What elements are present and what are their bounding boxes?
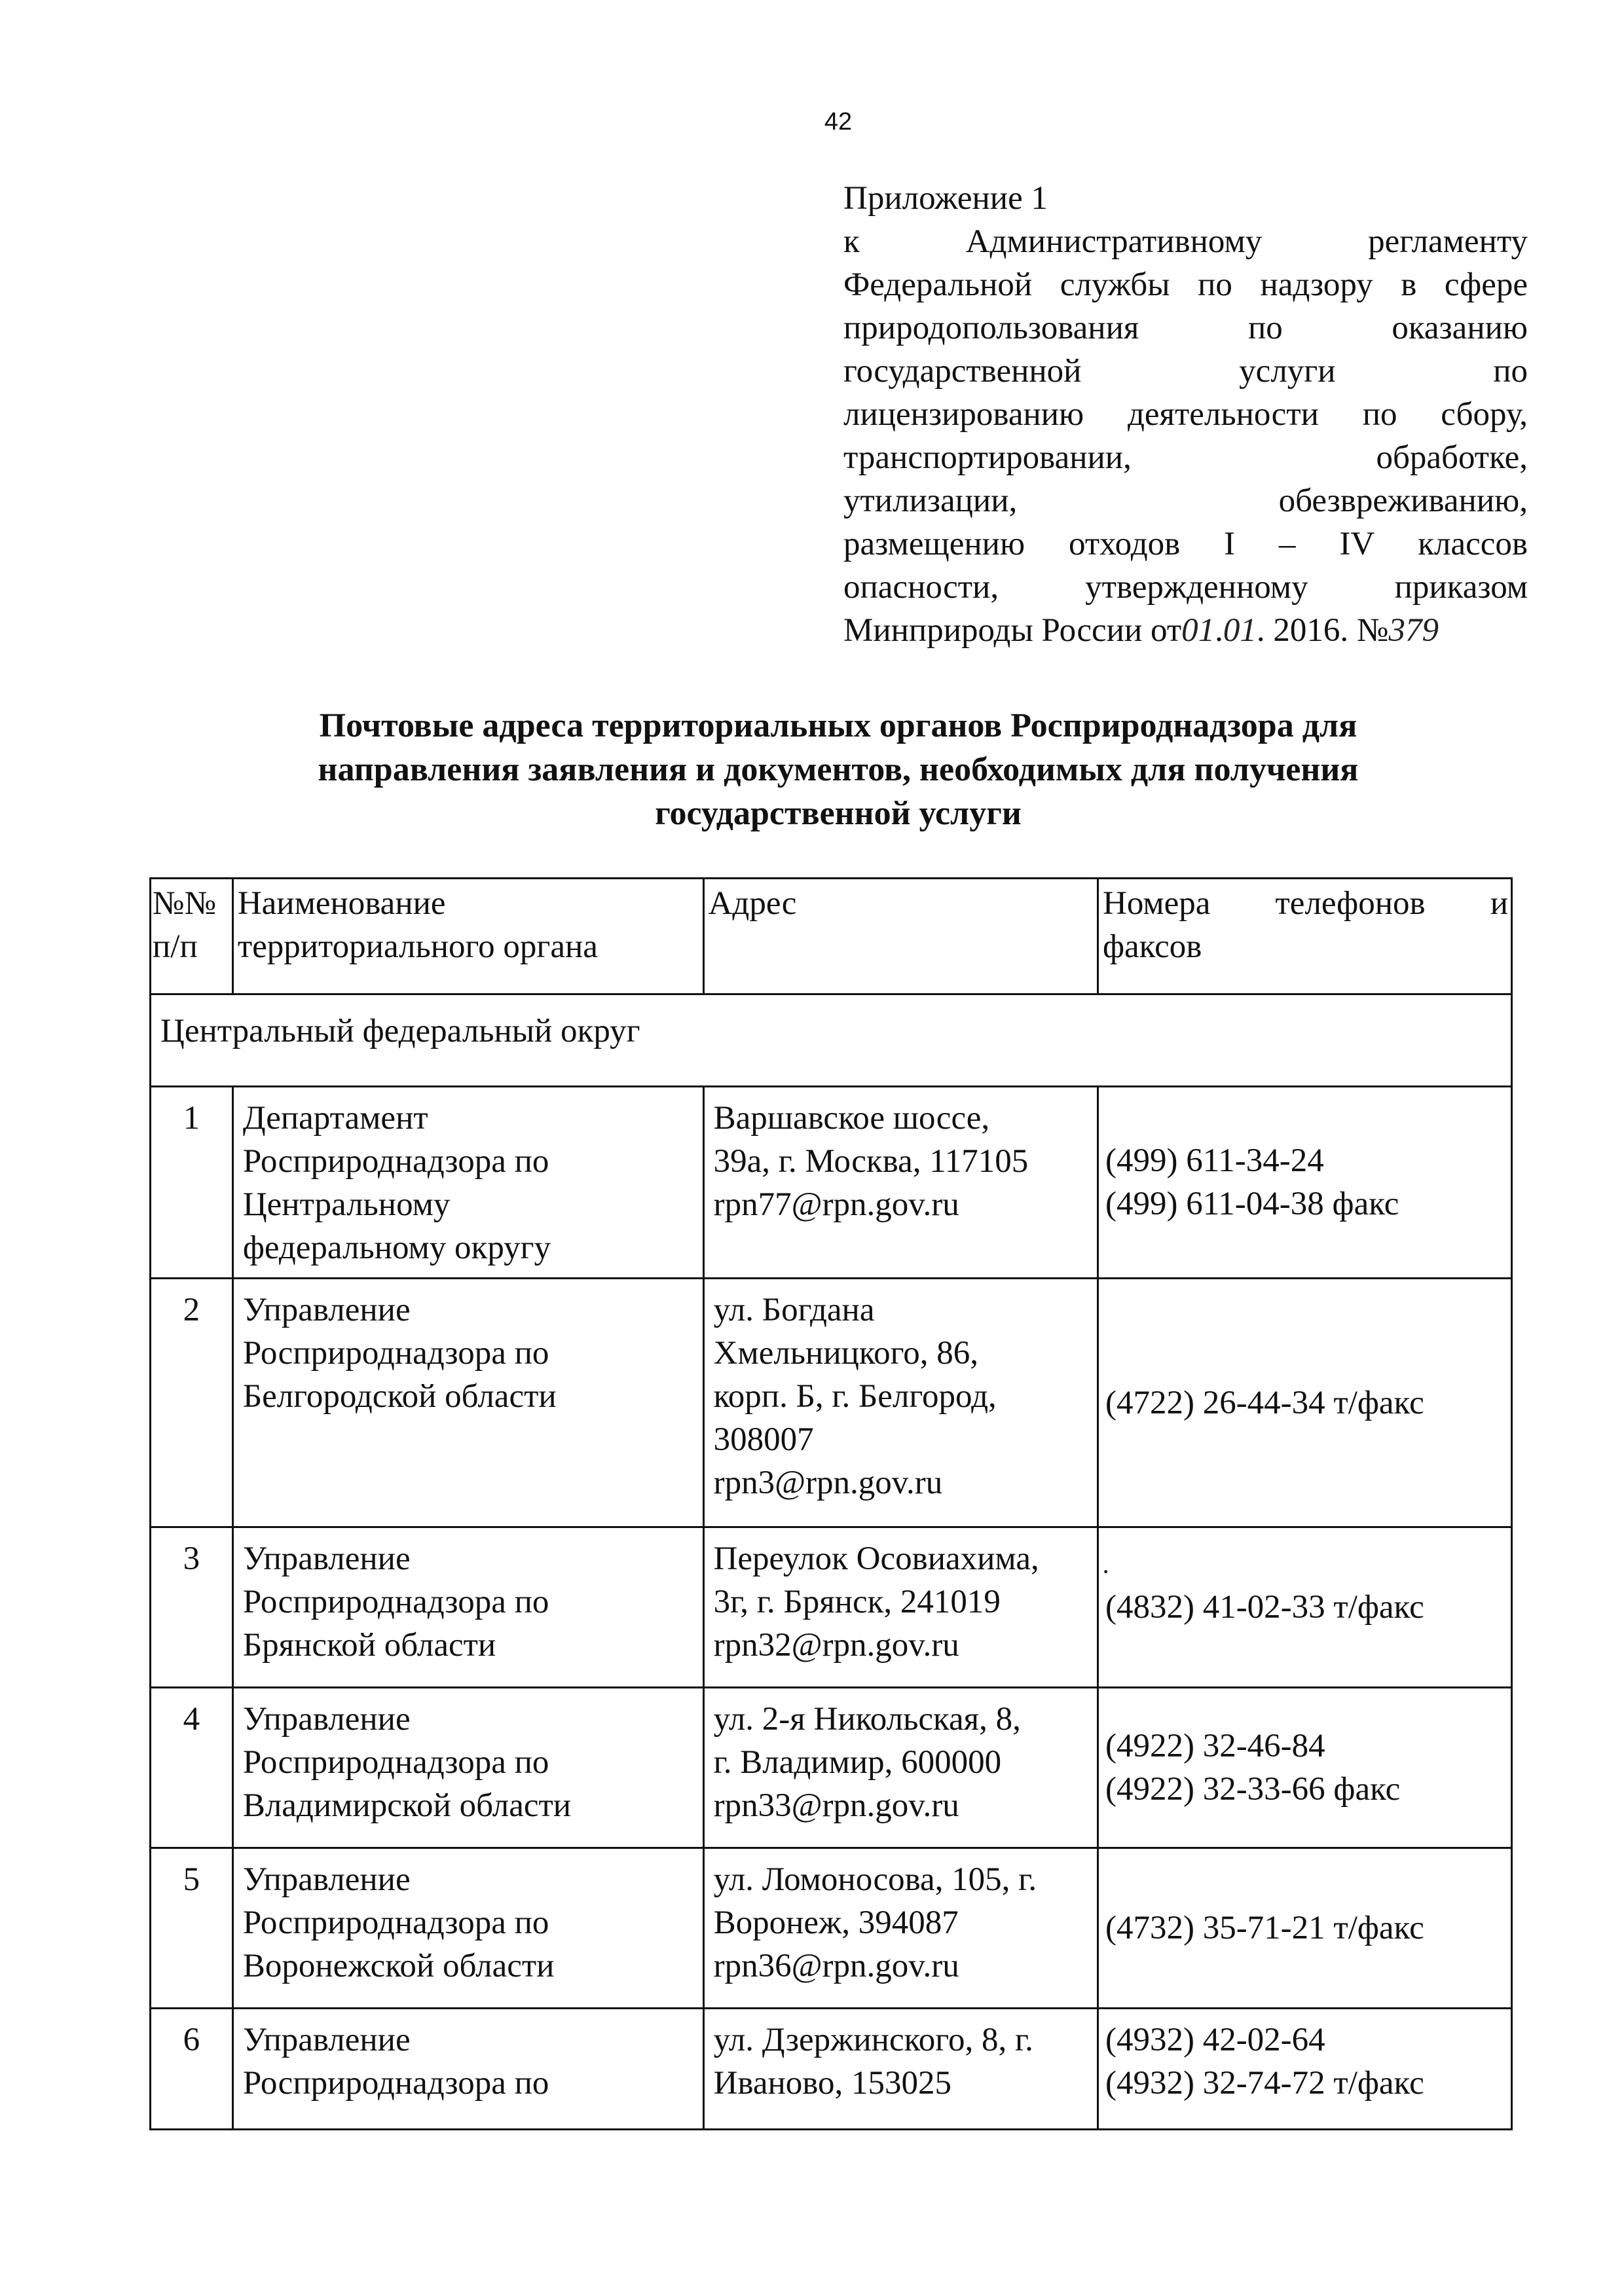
table-row: [151, 1688, 1512, 1848]
handwritten-order-number: 379: [1388, 612, 1439, 649]
handwritten-day: 01: [1181, 612, 1215, 649]
header-number: №№ п/п: [151, 879, 233, 994]
row-phones: (4722) 26-44-34 т/факс: [1098, 1279, 1511, 1527]
row-number: 6: [151, 2009, 233, 2130]
document-title-line: Почтовые адреса территориальных органов Росприроднадзора для: [319, 707, 1357, 744]
document-title-line: направления заявления и документов, необходимых для получения: [318, 751, 1359, 788]
appendix-order-line: Минприроды России от01.01. 2016. №379: [843, 612, 1439, 649]
row-phones: (4922) 32-46-84 (4922) 32-33-66 факс: [1098, 1688, 1511, 1848]
table-row: [151, 1279, 1512, 1527]
row-number: 5: [151, 1848, 233, 2009]
appendix-line: опасности, утвержденному приказом: [843, 569, 1528, 606]
table-row: [151, 1527, 1512, 1688]
table-row: [151, 1848, 1512, 2009]
appendix-line: к Административному регламенту: [843, 223, 1528, 260]
addresses-table: [149, 877, 1513, 2130]
row-address: ул. Богдана Хмельницкого, 86, корп. Б, г. Белгород, 308007 rpn3@rpn.gov.ru: [703, 1279, 1098, 1527]
row-address: ул. 2-я Никольская, 8, г. Владимир, 600000 rpn33@rpn.gov.ru: [703, 1688, 1098, 1848]
page-number: 42: [824, 108, 853, 136]
row-organ-name: Управление Росприроднадзора по: [232, 2009, 703, 2130]
row-address: Варшавское шоссе, 39а, г. Москва, 117105 rpn77@rpn.gov.ru: [703, 1087, 1098, 1279]
region-name: Центральный федеральный округ: [151, 994, 1512, 1087]
appendix-line: размещению отходов I – IV классов: [843, 526, 1528, 562]
appendix-block: [843, 177, 1528, 652]
row-phones: (4732) 35-71-21 т/факс: [1098, 1848, 1511, 2009]
row-number: 1: [151, 1087, 233, 1279]
scan-mark: ·: [1101, 1557, 1111, 1586]
row-address: ул. Ломоносова, 105, г. Воронеж, 394087 rpn36@rpn.gov.ru: [703, 1848, 1098, 2009]
row-phones: (4932) 42-02-64 (4932) 32-74-72 т/факс: [1098, 2009, 1511, 2130]
header-phones: Номера телефонов и факсов: [1098, 879, 1511, 994]
row-phones: (499) 611-34-24 (499) 611-04-38 факс: [1098, 1087, 1511, 1279]
row-organ-name: Департамент Росприроднадзора по Центральному федеральному округу: [232, 1087, 703, 1279]
appendix-line: Федеральной службы по надзору в сфере: [843, 266, 1528, 303]
appendix-line: лицензированию деятельности по сбору,: [843, 396, 1528, 433]
appendix-line: транспортировании, обработке,: [843, 439, 1528, 476]
table-header-row: [151, 879, 1512, 994]
row-number: 2: [151, 1279, 233, 1527]
row-organ-name: Управление Росприроднадзора по Белгородской области: [232, 1279, 703, 1527]
appendix-body: [843, 220, 1528, 652]
row-phones: (4832) 41-02-33 т/факс: [1098, 1527, 1511, 1688]
table-row: [151, 1087, 1512, 1279]
appendix-title: Приложение 1: [843, 180, 1048, 217]
handwritten-month: 01: [1223, 612, 1257, 649]
appendix-line: природопользования по оказанию: [843, 310, 1528, 346]
appendix-line: утилизации, обезвреживанию,: [843, 483, 1528, 519]
row-organ-name: Управление Росприроднадзора по Брянской области: [232, 1527, 703, 1688]
header-name: Наименование территориального органа: [232, 879, 703, 994]
row-number: 4: [151, 1688, 233, 1848]
table-row: [151, 2009, 1512, 2130]
row-address: Переулок Осовиахима, 3г, г. Брянск, 241019 rpn32@rpn.gov.ru: [703, 1527, 1098, 1688]
document-title: [151, 704, 1526, 835]
region-row: [151, 994, 1512, 1087]
document-title-line: государственной услуги: [655, 795, 1022, 832]
row-organ-name: Управление Росприроднадзора по Воронежской области: [232, 1848, 703, 2009]
row-organ-name: Управление Росприроднадзора по Владимирской области: [232, 1688, 703, 1848]
row-address: ул. Дзержинского, 8, г. Иваново, 153025: [703, 2009, 1098, 2130]
row-number: 3: [151, 1527, 233, 1688]
appendix-line: государственной услуги по: [843, 353, 1528, 390]
header-address: Адрес: [703, 879, 1098, 994]
